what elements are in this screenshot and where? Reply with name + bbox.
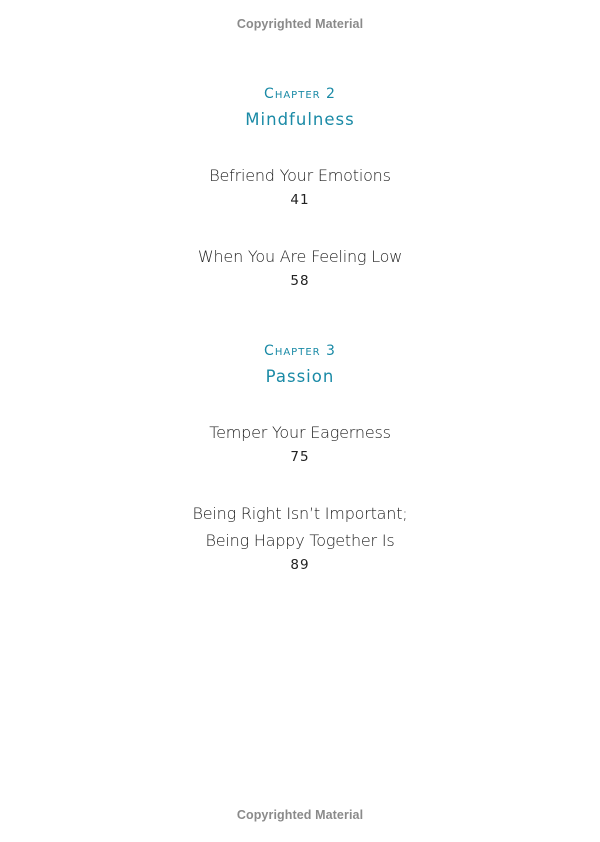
entry-page-number: 58 bbox=[290, 273, 310, 289]
entry-page-number: 75 bbox=[290, 449, 310, 465]
entry-title-line-2: Being Happy Together Is bbox=[205, 531, 395, 550]
chapter-3-heading bbox=[0, 342, 600, 388]
entry-title: Befriend Your Emotions bbox=[209, 166, 391, 185]
toc-entry bbox=[0, 162, 600, 209]
entry-page-number: 41 bbox=[290, 192, 310, 208]
chapter-2-heading bbox=[0, 85, 600, 131]
chapter-title: Mindfulness bbox=[245, 110, 355, 129]
toc-entry bbox=[0, 243, 600, 290]
copyright-watermark-top: Copyrighted Material bbox=[236, 17, 364, 31]
entry-title-line-1: Being Right Isn’t Important; bbox=[192, 504, 408, 523]
entry-title: When You Are Feeling Low bbox=[197, 247, 403, 266]
toc-entry bbox=[0, 500, 600, 574]
chapter-title: Passion bbox=[265, 367, 335, 386]
chapter-label: Chapter 3 bbox=[264, 343, 336, 359]
entry-page-number: 89 bbox=[290, 557, 310, 573]
entry-title: Temper Your Eagerness bbox=[209, 423, 391, 442]
copyright-watermark-bottom: Copyrighted Material bbox=[236, 808, 364, 822]
chapter-label: Chapter 2 bbox=[264, 86, 336, 102]
toc-entry bbox=[0, 419, 600, 466]
